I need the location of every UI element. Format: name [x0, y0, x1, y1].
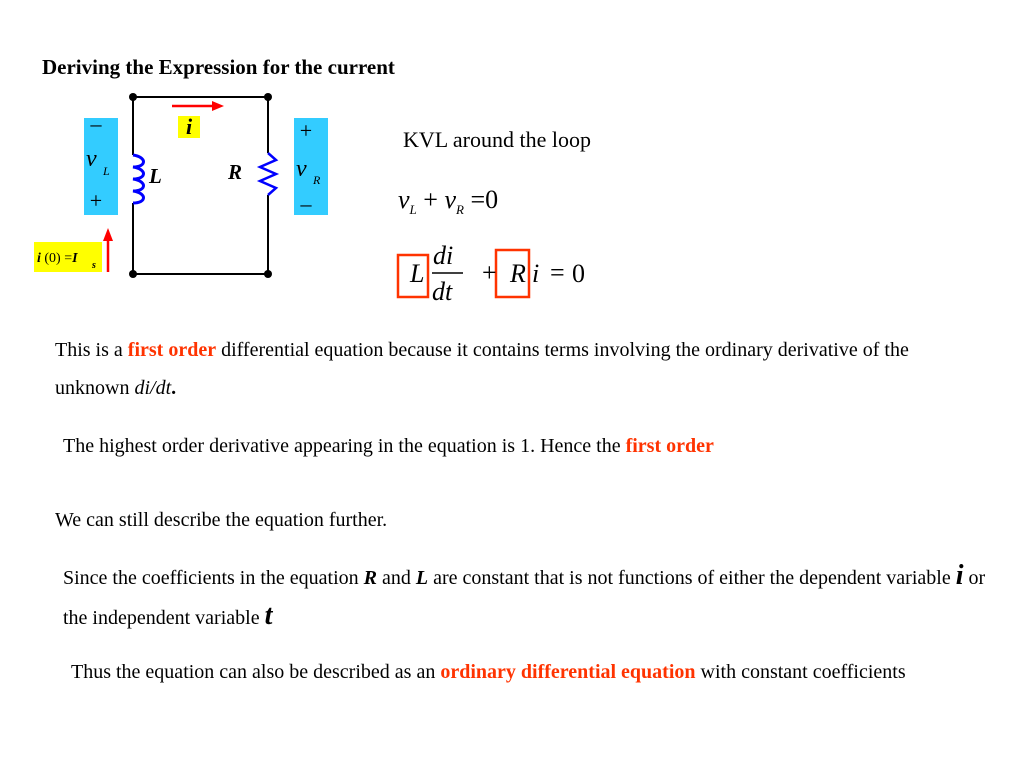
initial-condition-subscript: s — [92, 260, 96, 271]
initial-current-arrowhead-icon — [103, 228, 113, 241]
eq2-zero: 0 — [572, 259, 585, 288]
terminal-dot-bottom-right — [264, 270, 272, 278]
vL-subscript: L — [103, 164, 110, 178]
coef-R: R — [363, 567, 377, 589]
vR-plus-sign: + — [299, 118, 313, 143]
vL-symbol: v — [86, 146, 97, 172]
current-label: i — [185, 114, 193, 139]
vL-plus-sign: + — [89, 188, 103, 213]
eq1-equals: = — [470, 185, 486, 214]
inductor-label: L — [149, 164, 162, 188]
kvl-caption: KVL around the loop — [403, 127, 591, 152]
resistor-zigzag-icon — [260, 153, 276, 195]
inductor-coil-icon — [133, 155, 144, 203]
eq2-R: R — [510, 259, 526, 288]
eq2-L: L — [410, 259, 425, 288]
eq1-plus: + — [423, 185, 438, 214]
eq1-sub1: L — [409, 202, 417, 218]
resistor-label: R — [228, 160, 243, 184]
vR-minus-sign: – — [300, 191, 312, 216]
paragraph-first-order: This is a first order differential equation because it contains terms involving the ordinary derivative of the unknown di/dt. — [55, 339, 909, 399]
coef-L: L — [415, 567, 429, 589]
eq2-equals: = — [550, 258, 565, 287]
var-t: t — [264, 600, 273, 631]
highlight-ode: ordinary differential equation — [440, 661, 696, 683]
var-i: i — [955, 560, 964, 591]
eq1-v2: v — [444, 185, 456, 214]
eq1-sub2: R — [456, 202, 464, 218]
eq2-i: i — [532, 259, 540, 288]
paragraph-highest-order: The highest order derivative appearing in the equation is 1. Hence the first order — [63, 435, 714, 457]
eq2-plus: + — [482, 258, 497, 287]
page-title: Deriving the Expression for the current — [42, 55, 395, 79]
equation-2 — [398, 241, 585, 306]
eq2-numerator: di — [433, 241, 454, 270]
highlight-first-order-2: first order — [625, 435, 714, 457]
eq2-denominator: dt — [432, 277, 453, 306]
paragraph-describe-further: We can still describe the equation further. — [55, 509, 388, 531]
equation-1 — [398, 185, 498, 218]
vR-subscript: R — [313, 173, 321, 187]
vR-symbol: v — [296, 156, 307, 182]
vL-minus-sign: – — [90, 111, 102, 136]
terminal-dot-bottom-left — [129, 270, 137, 278]
eq1-zero: 0 — [485, 185, 499, 214]
current-arrowhead-icon — [212, 101, 224, 111]
paragraph-ode: Thus the equation can also be described as an ordinary differential equation with constant coefficients — [71, 661, 906, 683]
derivative-term: di/dt — [134, 377, 172, 399]
highlight-first-order: first order — [127, 339, 217, 361]
paragraph-coefficients: Since the coefficients in the equation R and L are constant that is not functions of either the dependent variable i or the independent variable t — [63, 560, 986, 631]
terminal-dot-top-right — [264, 93, 272, 101]
terminal-dot-top-left — [129, 93, 137, 101]
eq1-v1: v — [398, 185, 410, 214]
initial-condition-label: i (0) =I — [37, 251, 78, 266]
